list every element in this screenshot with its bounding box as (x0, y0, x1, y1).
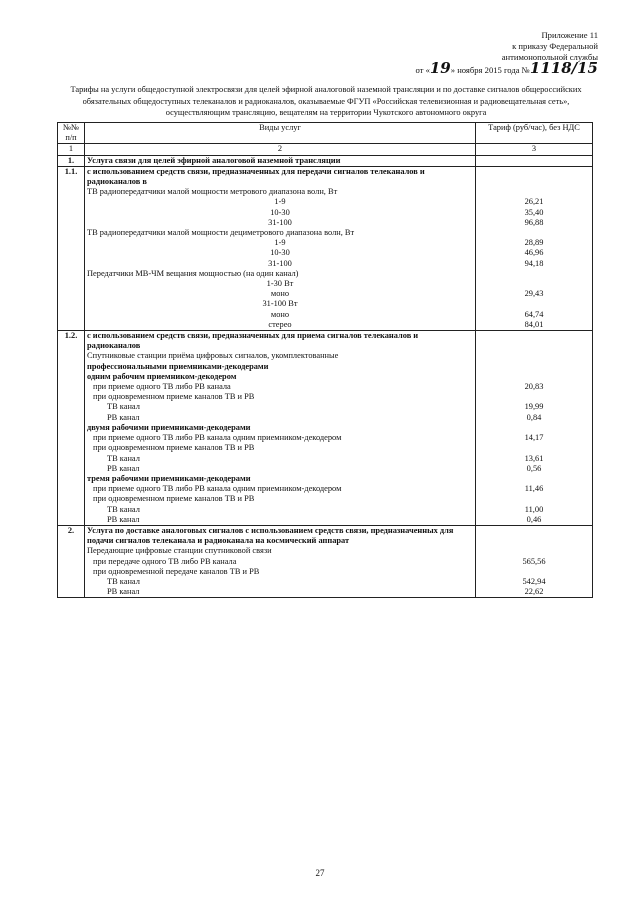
tariff-value (476, 331, 593, 352)
service-description: РВ канал (85, 515, 476, 526)
page-number: 27 (315, 868, 325, 878)
service-description: 1-9 (85, 197, 476, 207)
service-description: моно (85, 310, 476, 320)
row-number (58, 289, 85, 299)
service-description: Спутниковые станции приёма цифровых сигналов, укомплектованные (85, 351, 476, 361)
row-number (58, 320, 85, 331)
column-number-1: 1 (58, 144, 85, 155)
table-row (58, 382, 593, 392)
tariff-value (476, 443, 593, 453)
table-row (58, 515, 593, 526)
tariff-value (476, 567, 593, 577)
tariff-value: 96,88 (476, 218, 593, 228)
table-row (58, 310, 593, 320)
table-row (58, 228, 593, 238)
service-description: одним рабочим приемником-декодером (85, 372, 476, 382)
row-number (58, 351, 85, 361)
row-number (58, 299, 85, 309)
row-number (58, 259, 85, 269)
table-row (58, 484, 593, 494)
service-description: моно (85, 289, 476, 299)
tariff-value (476, 187, 593, 197)
header-tariff: Тариф (руб/час), без НДС (476, 123, 593, 144)
service-description: Передающие цифровые станции спутниковой связи (85, 546, 476, 556)
row-number (58, 587, 85, 598)
service-description: ТВ канал (85, 402, 476, 412)
tariff-value: 0,46 (476, 515, 593, 526)
service-description: стерео (85, 320, 476, 331)
row-number (58, 557, 85, 567)
table-row (58, 494, 593, 504)
row-number (58, 238, 85, 248)
row-number (58, 454, 85, 464)
row-number (58, 577, 85, 587)
table-body (58, 155, 593, 598)
service-description: при одновременном приеме каналов ТВ и РВ (85, 494, 476, 504)
service-description: 31-100 (85, 259, 476, 269)
date-middle: » ноября 2015 года № (450, 65, 530, 75)
service-description: тремя рабочими приемниками-декодерами (85, 474, 476, 484)
header-service: Виды услуг (85, 123, 476, 144)
tariff-value: 29,43 (476, 289, 593, 299)
row-number (58, 505, 85, 515)
table-row (58, 197, 593, 207)
service-description: ТВ канал (85, 505, 476, 515)
table-row (58, 299, 593, 309)
table-row (58, 505, 593, 515)
row-number (58, 197, 85, 207)
service-description: при одновременном приеме каналов ТВ и РВ (85, 392, 476, 402)
tariff-value (476, 546, 593, 556)
service-description: ТВ радиопередатчики малой мощности дециметрового диапазона волн, Вт (85, 228, 476, 238)
table-header-row (58, 123, 593, 144)
table-row (58, 238, 593, 248)
table-row (58, 269, 593, 279)
table-row (58, 454, 593, 464)
tariff-value: 565,56 (476, 557, 593, 567)
service-description: при одновременной передаче каналов ТВ и РВ (85, 567, 476, 577)
service-description: при передаче одного ТВ либо РВ канала (85, 557, 476, 567)
service-description: двумя рабочими приемниками-декодерами (85, 423, 476, 433)
tariff-value (476, 525, 593, 546)
table-row (58, 443, 593, 453)
service-description: 10-30 (85, 248, 476, 258)
tariff-value (476, 494, 593, 504)
service-description: РВ канал (85, 464, 476, 474)
tariff-value: 22,62 (476, 587, 593, 598)
row-number (58, 362, 85, 372)
appendix-line-3: антимонопольной службы (501, 52, 598, 62)
appendix-block (415, 30, 598, 76)
tariff-value (476, 279, 593, 289)
table-row (58, 402, 593, 412)
tariff-value: 14,17 (476, 433, 593, 443)
tariff-value: 35,40 (476, 208, 593, 218)
document-title: Тарифы на услуги общедоступной электросвязи для целей эфирной аналоговой наземной трансляции и по доставке сигналов общероссийских обязательных общедоступных телеканалов и радиоканалов, оказываемые ФГУП «Российская телевизионная и радиовещательная сеть», осуществляющим трансляцию, вещателям на территории Чукотского автономного округа (70, 85, 582, 117)
row-number (58, 402, 85, 412)
row-number (58, 279, 85, 289)
column-number-3: 3 (476, 144, 593, 155)
row-number (58, 433, 85, 443)
tariff-value: 0,56 (476, 464, 593, 474)
tariff-value: 46,96 (476, 248, 593, 258)
row-number (58, 392, 85, 402)
appendix-line-1: Приложение 11 (541, 30, 598, 40)
table-row (58, 413, 593, 423)
service-description: при приеме одного ТВ либо РВ канала одним приемником-декодером (85, 484, 476, 494)
table-row (58, 433, 593, 443)
table-row (58, 331, 593, 352)
row-number (58, 546, 85, 556)
row-number: 1. (58, 155, 85, 166)
order-date-line (415, 59, 598, 77)
tariff-value: 11,00 (476, 505, 593, 515)
header-number: №№ п/п (58, 123, 85, 144)
table-row (58, 208, 593, 218)
tariff-value: 84,01 (476, 320, 593, 331)
table-column-numbers-row (58, 144, 593, 155)
tariff-value: 64,74 (476, 310, 593, 320)
tariff-value: 26,21 (476, 197, 593, 207)
column-number-2: 2 (85, 144, 476, 155)
tariff-table (57, 122, 593, 598)
tariff-value (476, 392, 593, 402)
table-row (58, 464, 593, 474)
row-number: 2. (58, 525, 85, 546)
service-description: Услуга по доставке аналоговых сигналов с использованием средств связи, предназначенных для подачи сигналов телеканала и радиоканала на космический аппарат (85, 525, 476, 546)
tariff-value: 542,94 (476, 577, 593, 587)
tariff-value (476, 372, 593, 382)
service-description: ТВ канал (85, 577, 476, 587)
tariff-value (476, 351, 593, 361)
table-row (58, 577, 593, 587)
row-number (58, 494, 85, 504)
service-description: профессиональными приемниками-декодерами (85, 362, 476, 372)
row-number (58, 382, 85, 392)
table-row (58, 423, 593, 433)
service-description: РВ канал (85, 587, 476, 598)
service-description: РВ канал (85, 413, 476, 423)
row-number (58, 372, 85, 382)
tariff-value (476, 299, 593, 309)
table-row (58, 320, 593, 331)
tariff-value: 0,84 (476, 413, 593, 423)
table-row (58, 155, 593, 166)
service-description: при приеме одного ТВ либо РВ канала (85, 382, 476, 392)
row-number (58, 218, 85, 228)
table-row (58, 218, 593, 228)
service-description: 1-9 (85, 238, 476, 248)
tariff-value: 19,99 (476, 402, 593, 412)
table-row (58, 362, 593, 372)
tariff-value (476, 269, 593, 279)
row-number (58, 310, 85, 320)
tariff-value: 11,46 (476, 484, 593, 494)
tariff-value (476, 362, 593, 372)
table-row (58, 248, 593, 258)
tariff-value (476, 474, 593, 484)
handwritten-day: 19 (429, 59, 451, 77)
row-number: 1.2. (58, 331, 85, 352)
service-description: 31-100 Вт (85, 299, 476, 309)
row-number (58, 269, 85, 279)
service-description: 1-30 Вт (85, 279, 476, 289)
row-number (58, 248, 85, 258)
tariff-value (476, 228, 593, 238)
row-number: 1.1. (58, 166, 85, 187)
row-number (58, 567, 85, 577)
table-row (58, 372, 593, 382)
date-prefix: от « (415, 65, 430, 75)
service-description: 31-100 (85, 218, 476, 228)
table-row (58, 166, 593, 187)
table-row (58, 259, 593, 269)
service-description: ТВ радиопередатчики малой мощности метрового диапазона волн, Вт (85, 187, 476, 197)
table-row (58, 567, 593, 577)
service-description: с использованием средств связи, предназначенных для передачи сигналов телеканалов и радиоканалов в (85, 166, 476, 187)
row-number (58, 228, 85, 238)
table-row (58, 279, 593, 289)
handwritten-order-number: 1118/15 (529, 59, 598, 77)
tariff-value: 94,18 (476, 259, 593, 269)
row-number (58, 423, 85, 433)
row-number (58, 474, 85, 484)
service-description: при приеме одного ТВ либо РВ канала одним приемником-декодером (85, 433, 476, 443)
row-number (58, 443, 85, 453)
row-number (58, 464, 85, 474)
tariff-value: 28,89 (476, 238, 593, 248)
table-row (58, 557, 593, 567)
table-row (58, 546, 593, 556)
row-number (58, 413, 85, 423)
table-row (58, 351, 593, 361)
table-row (58, 289, 593, 299)
table-row (58, 392, 593, 402)
tariff-value (476, 155, 593, 166)
tariff-value (476, 166, 593, 187)
service-description: Услуга связи для целей эфирной аналоговой наземной трансляции (85, 155, 476, 166)
service-description: Передатчики МВ-ЧМ вещания мощностью (на один канал) (85, 269, 476, 279)
table-row (58, 587, 593, 598)
service-description: 10-30 (85, 208, 476, 218)
service-description: ТВ канал (85, 454, 476, 464)
table-row (58, 474, 593, 484)
table-row (58, 187, 593, 197)
service-description: при одновременном приеме каналов ТВ и РВ (85, 443, 476, 453)
appendix-line-2: к приказу Федеральной (512, 41, 598, 51)
tariff-value (476, 423, 593, 433)
tariff-value: 13,61 (476, 454, 593, 464)
row-number (58, 208, 85, 218)
tariff-value: 20,83 (476, 382, 593, 392)
row-number (58, 515, 85, 526)
table-row (58, 525, 593, 546)
row-number (58, 484, 85, 494)
service-description: с использованием средств связи, предназначенных для приема сигналов телеканалов и радиоканалов (85, 331, 476, 352)
row-number (58, 187, 85, 197)
